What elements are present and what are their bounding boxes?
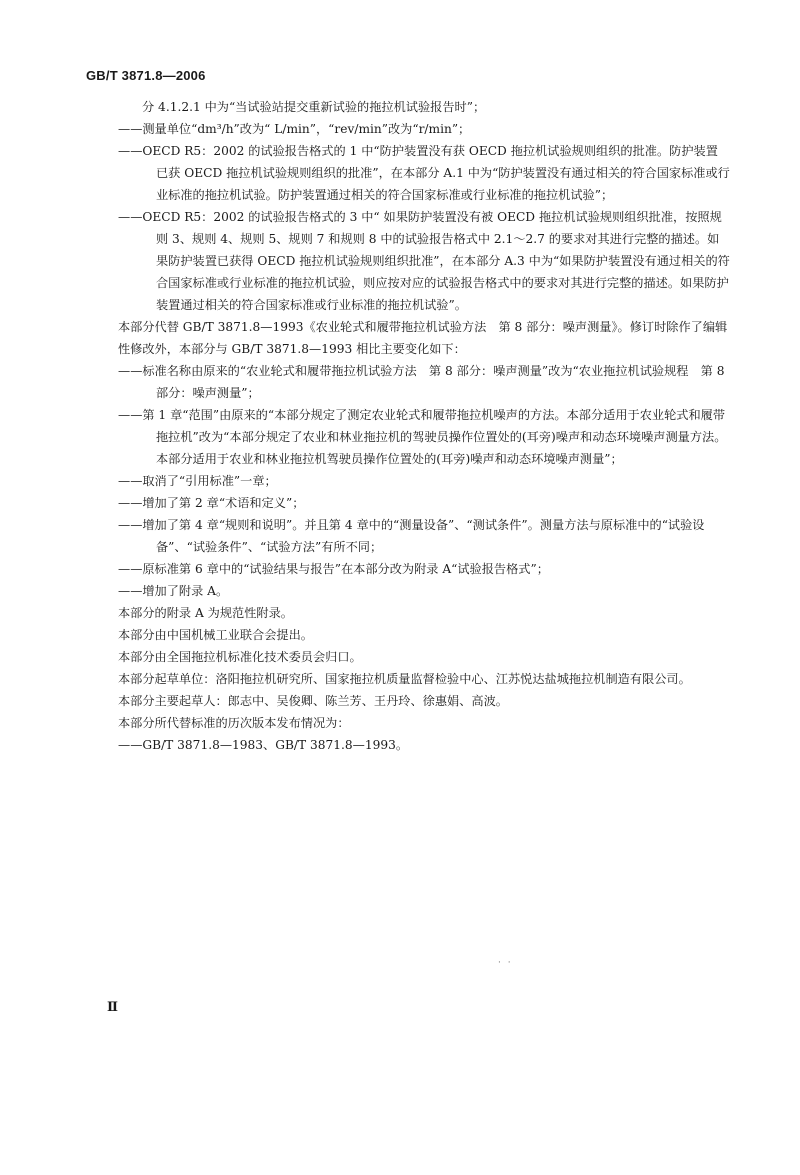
paragraph-proposed-by: 本部分由中国机械工业联合会提出。 — [118, 628, 313, 642]
paragraph-history-heading: 本部分所代替标准的历次版本发布情况为： — [118, 716, 350, 730]
list-item-annex-added: ——增加了附录 A。 — [118, 584, 229, 598]
standard-code: GB/T 3871.8—2006 — [86, 68, 206, 83]
paragraph-continuation: 分 4.1.2.1 中为“当试验站提交重新试验的拖拉机试验报告时”； — [142, 100, 486, 114]
list-item-scope-change: ——第 1 章“范围”由原来的“本部分规定了测定农业轮式和履带拖拉机噪声的方法。本部分适用于农业轮式和履带拖拉机”改为“本部分规定了农业和林业拖拉机的驾驶员操作位置处的(耳旁)噪声和动态环境噪声测量方法。本部分适用于农业和林业拖拉机驾驶员操作位置处的(耳旁)噪声和动态环境噪声测量”； — [118, 408, 727, 466]
paragraph-drafters: 本部分主要起草人：郎志中、吴俊卿、陈兰芳、王丹玲、徐惠娟、高波。 — [118, 694, 508, 708]
paragraph-replaces: 本部分代替 GB/T 3871.8—1993《农业轮式和履带拖拉机试验方法 第 8 部分：噪声测量》。修订时除作了编辑性修改外，本部分与 GB/T 3871.8—1993 相比主要变化如下： — [118, 320, 728, 356]
page-number: Ⅱ — [107, 1000, 118, 1015]
list-item-references-removed: ——取消了“引用标准”一章； — [118, 474, 277, 488]
list-item-rules-added: ——增加了第 4 章“规则和说明”。并且第 4 章中的“测量设备”、“测试条件”。测量方法与原标准中的“试验设备”、“试验条件”、“试验方法”有所不同； — [118, 518, 705, 554]
paragraph-annex-normative: 本部分的附录 A 为规范性附录。 — [118, 606, 293, 620]
list-item-oecd-format-3: ——OECD R5：2002 的试验报告格式的 3 中“ 如果防护装置没有被 OECD 拖拉机试验规则组织批准，按照规则 3、规则 4、规则 5、规则 7 和规则 8 中的试验报告格式中 2.1～2.7 的要求对其进行完整的描述。如果防护装置已获得 OECD 拖拉机试验规则组织批准”，在本部分 A.3 中为“如果防护装置没有通过相关的符合国家标准或行业标准的拖拉机试验，则应按对应的试验报告格式中的要求对其进行完整的描述。如果防护装置通过相关的符合国家标准或行业标准的拖拉机试验”。 — [118, 210, 730, 312]
list-item-oecd-format-1: ——OECD R5：2002 的试验报告格式的 1 中“防护装置没有获 OECD 拖拉机试验规则组织的批准。防护装置已获 OECD 拖拉机试验规则组织的批准”，在本部分 A.1 中为“防护装置没有通过相关的符合国家标准或行业标准的拖拉机试验。防护装置通过相关的符合国家标准或行业标准的拖拉机试验”； — [118, 144, 730, 202]
scan-speck: · · — [498, 958, 513, 968]
document-body — [118, 96, 730, 756]
paragraph-managed-by: 本部分由全国拖拉机标准化技术委员会归口。 — [118, 650, 362, 664]
list-item-title-change: ——标准名称由原来的“农业轮式和履带拖拉机试验方法 第 8 部分：噪声测量”改为“农业拖拉机试验规程 第 8 部分：噪声测量”； — [118, 364, 725, 400]
list-item-history: ——GB/T 3871.8—1983、GB/T 3871.8—1993。 — [118, 738, 409, 752]
paragraph-drafting-units: 本部分起草单位：洛阳拖拉机研究所、国家拖拉机质量监督检验中心、江苏悦达盐城拖拉机制造有限公司。 — [118, 672, 691, 686]
list-item-unit-change: ——测量单位“dm³/h”改为“ L/min”，“rev/min”改为“r/min”； — [118, 122, 471, 136]
list-item-results-moved: ——原标准第 6 章中的“试验结果与报告”在本部分改为附录 A“试验报告格式”； — [118, 562, 549, 576]
list-item-terms-added: ——增加了第 2 章“术语和定义”； — [118, 496, 305, 510]
